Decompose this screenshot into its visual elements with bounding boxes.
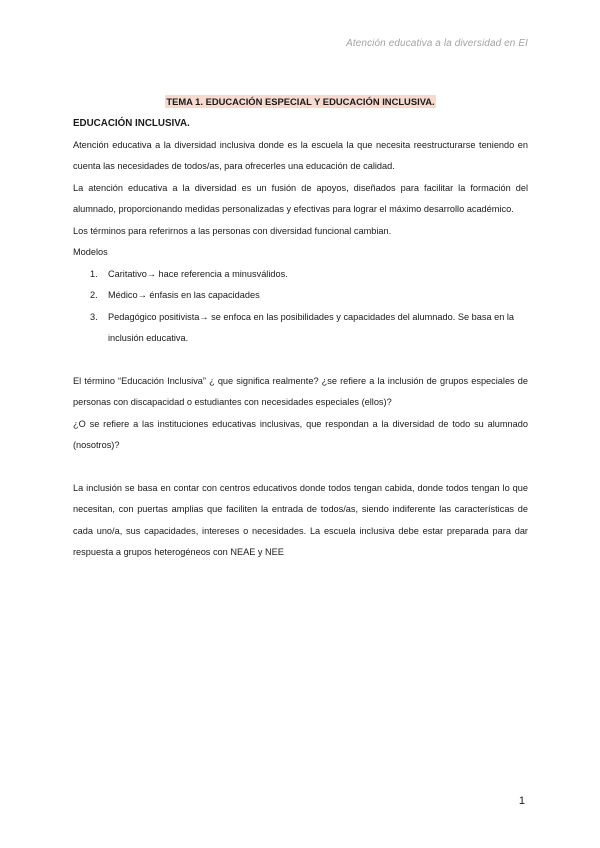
- paragraph-7: La inclusión se basa en contar con centros educativos donde todos tengan cabida, donde todos tengan lo que necesitan, con puertas amplias que faciliten la entrada de todos/as, siendo indiferente las características de cada uno/a, sus capacidades, intereses o necesidades. La escuela inclusiva debe estar preparada para dar respuesta a grupos heterogéneos con NEAE y NEE: [73, 482, 528, 557]
- paragraph-6: ¿O se refiere a las instituciones educativas inclusivas, que respondan a la diversidad de todo su alumnado (nosotros)?: [73, 418, 528, 450]
- list-item-number: 3.: [90, 311, 98, 322]
- document-title: TEMA 1. EDUCACIÓN ESPECIAL Y EDUCACIÓN INCLUSIVA.: [166, 96, 435, 107]
- title-wrap: [73, 92, 528, 114]
- document-body: [73, 92, 528, 564]
- list-item-text: Caritativo→ hace referencia a minusválidos.: [108, 268, 288, 279]
- running-header: Atención educativa a la diversidad en EI: [346, 38, 528, 49]
- paragraph-5: El término “Educación Inclusiva” ¿ que significa realmente? ¿se refiere a la inclusión de grupos especiales de personas con discapacidad o estudiantes con necesidades especiales (ellos)?: [73, 375, 528, 407]
- list-item-text: Médico→ énfasis en las capacidades: [108, 290, 260, 300]
- section-subtitle: EDUCACIÓN INCLUSIVA.: [73, 117, 190, 129]
- paragraph-modelos: Modelos: [73, 247, 108, 257]
- spacer: [73, 457, 528, 478]
- page-number: 1: [518, 795, 525, 807]
- list-item-text: Pedagógico positivista→ se enfoca en las posibilidades y capacidades del alumnado. Se basa en la inclusión educativa.: [108, 311, 515, 343]
- paragraph-1: Atención educativa a la diversidad inclusiva donde es la escuela la que necesita reestructurarse teniendo en cuenta las necesidades de todos/as, para ofrecerles una educación de calidad.: [73, 139, 528, 171]
- list-item: [73, 285, 528, 307]
- paragraph-3: Los términos para referirnos a las personas con diversidad funcional cambian.: [73, 225, 392, 236]
- list-item-number: 2.: [90, 290, 98, 300]
- paragraph-2: La atención educativa a la diversidad es un fusión de apoyos, diseñados para facilitar la formación del alumnado, proporcionando medidas personalizadas y efectivas para lograr el máximo desarrollo académico.: [73, 182, 528, 214]
- list-item: [73, 264, 528, 286]
- list-item-number: 1.: [90, 268, 98, 279]
- spacer: [73, 350, 528, 371]
- list-item: [73, 307, 528, 350]
- models-list: [73, 264, 528, 350]
